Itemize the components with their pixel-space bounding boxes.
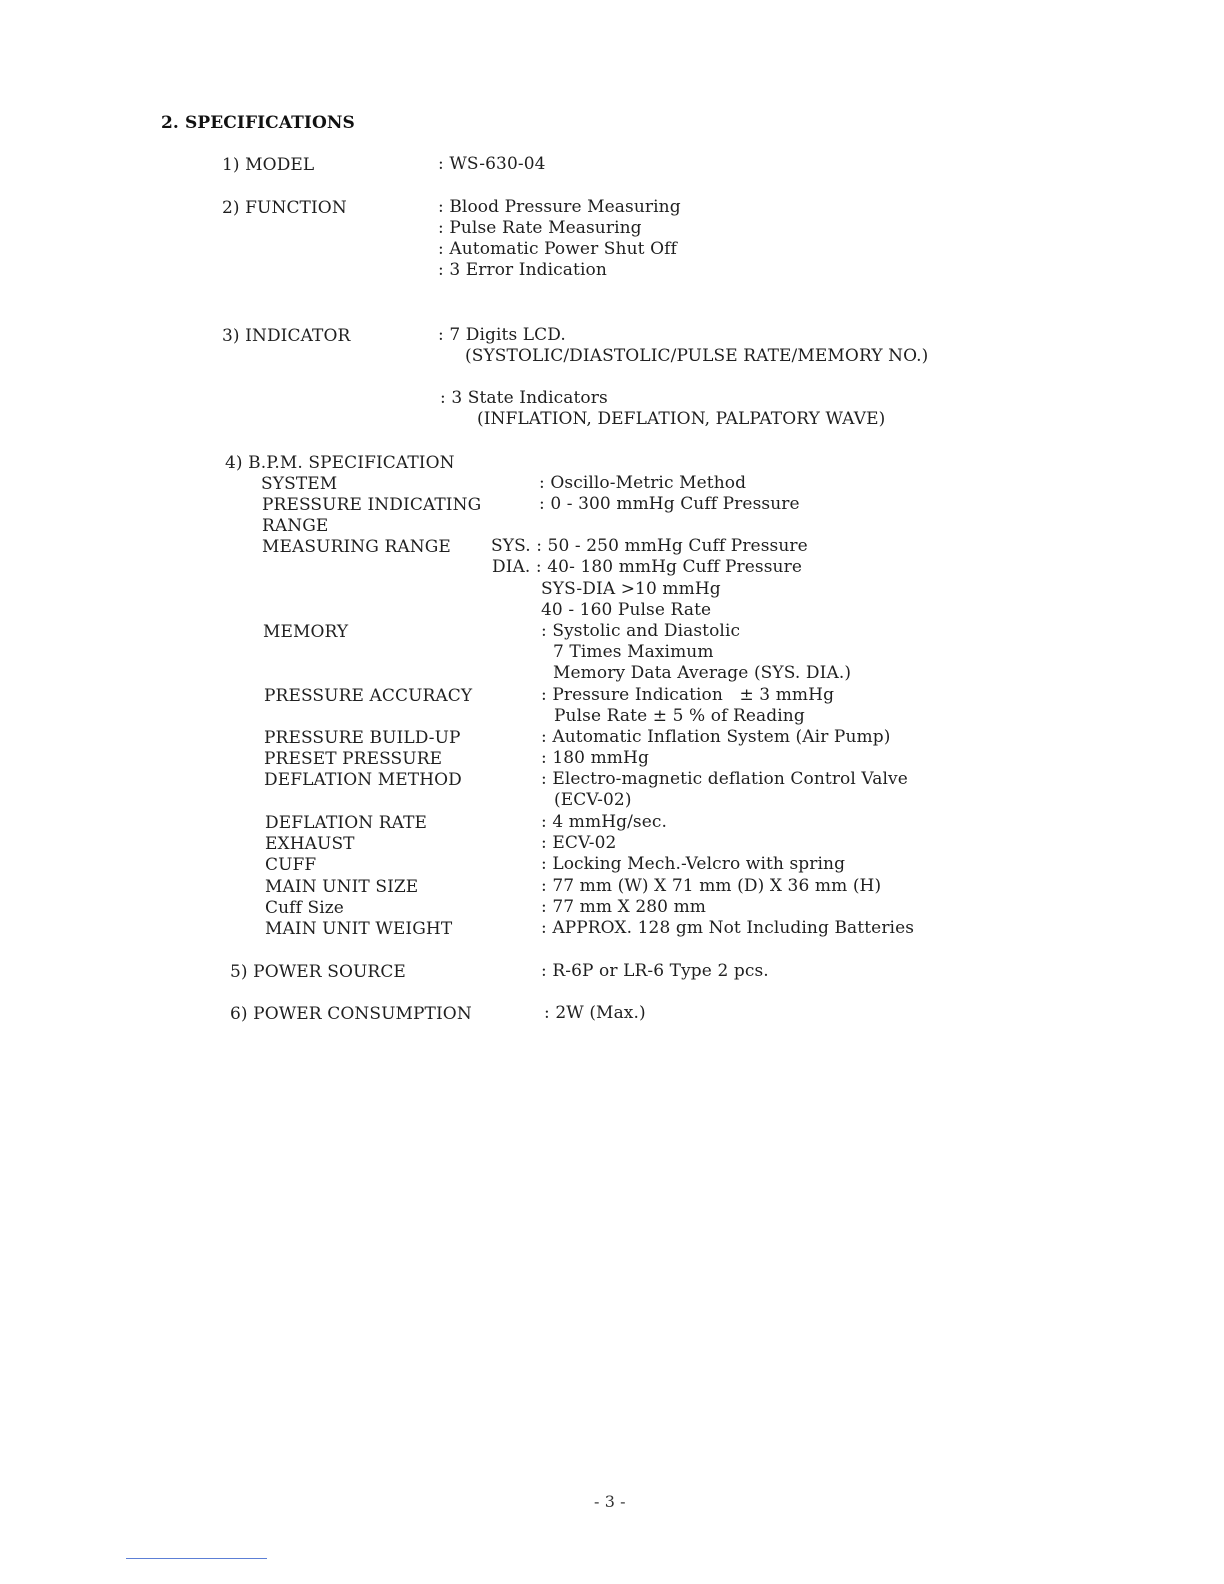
power-source-value: : R-6P or LR-6 Type 2 pcs. <box>541 961 769 981</box>
spec-value: : Locking Mech.-Velcro with spring <box>541 854 846 874</box>
spec-label: EXHAUST <box>265 834 355 854</box>
page-number: - 3 - <box>594 1492 626 1511</box>
spec-value: : 180 mmHg <box>541 748 649 768</box>
power-source-label: 5) POWER SOURCE <box>230 962 406 982</box>
spec-label: PRESSURE ACCURACY <box>264 686 473 706</box>
spec-value: : 77 mm X 280 mm <box>541 897 707 917</box>
function-line: : 3 Error Indication <box>438 260 607 280</box>
spec-label: SYSTEM <box>261 474 338 494</box>
model-value: : WS-630-04 <box>438 154 546 174</box>
spec-label: MAIN UNIT WEIGHT <box>265 919 453 939</box>
spec-value: SYS. : 50 - 250 mmHg Cuff Pressure <box>491 536 808 556</box>
spec-value: : 4 mmHg/sec. <box>541 812 668 832</box>
spec-label: DEFLATION RATE <box>265 813 428 833</box>
spec-value: (ECV-02) <box>554 790 632 810</box>
spec-value: : Pressure Indication ± 3 mmHg <box>541 685 835 705</box>
spec-value: : APPROX. 128 gm Not Including Batteries <box>541 918 915 938</box>
spec-value: : ECV-02 <box>541 833 617 853</box>
spec-value: : 77 mm (W) X 71 mm (D) X 36 mm (H) <box>541 876 882 896</box>
spec-value: 7 Times Maximum <box>553 642 714 662</box>
spec-label: Cuff Size <box>265 898 344 918</box>
indicator-state-detail: (INFLATION, DEFLATION, PALPATORY WAVE) <box>477 409 886 429</box>
indicator-lcd: : 7 Digits LCD. <box>438 325 566 345</box>
model-label: 1) MODEL <box>222 155 315 175</box>
function-line: : Blood Pressure Measuring <box>438 197 681 217</box>
bottom-rule <box>126 1558 267 1559</box>
bpm-label: 4) B.P.M. SPECIFICATION <box>225 453 455 473</box>
spec-label: MAIN UNIT SIZE <box>265 877 419 897</box>
function-line: : Automatic Power Shut Off <box>438 239 677 259</box>
section-heading: 2. SPECIFICATIONS <box>161 113 355 133</box>
spec-value: 40 - 160 Pulse Rate <box>541 600 712 620</box>
spec-value: : Electro-magnetic deflation Control Valve <box>541 769 908 789</box>
spec-value: : Oscillo-Metric Method <box>539 473 747 493</box>
spec-value: : 0 - 300 mmHg Cuff Pressure <box>539 494 800 514</box>
spec-value: : Automatic Inflation System (Air Pump) <box>541 727 891 747</box>
spec-label: MEASURING RANGE <box>262 537 451 557</box>
function-line: : Pulse Rate Measuring <box>438 218 642 238</box>
indicator-state: : 3 State Indicators <box>440 388 608 408</box>
indicator-label: 3) INDICATOR <box>222 326 351 346</box>
spec-label: RANGE <box>262 516 329 536</box>
power-consumption-label: 6) POWER CONSUMPTION <box>230 1004 472 1024</box>
spec-value: : Systolic and Diastolic <box>541 621 741 641</box>
spec-label: CUFF <box>265 855 317 875</box>
spec-label: PRESSURE BUILD-UP <box>264 728 461 748</box>
power-consumption-value: : 2W (Max.) <box>544 1003 646 1023</box>
function-label: 2) FUNCTION <box>222 198 347 218</box>
spec-value: Pulse Rate ± 5 % of Reading <box>554 706 805 726</box>
spec-value: DIA. : 40- 180 mmHg Cuff Pressure <box>492 557 802 577</box>
spec-value: SYS-DIA >10 mmHg <box>541 579 721 599</box>
spec-label: PRESET PRESSURE <box>264 749 443 769</box>
spec-label: DEFLATION METHOD <box>264 770 462 790</box>
spec-value: Memory Data Average (SYS. DIA.) <box>553 663 852 683</box>
spec-label: PRESSURE INDICATING <box>262 495 482 515</box>
spec-label: MEMORY <box>263 622 349 642</box>
indicator-lcd-detail: (SYSTOLIC/DIASTOLIC/PULSE RATE/MEMORY NO.) <box>465 346 929 366</box>
